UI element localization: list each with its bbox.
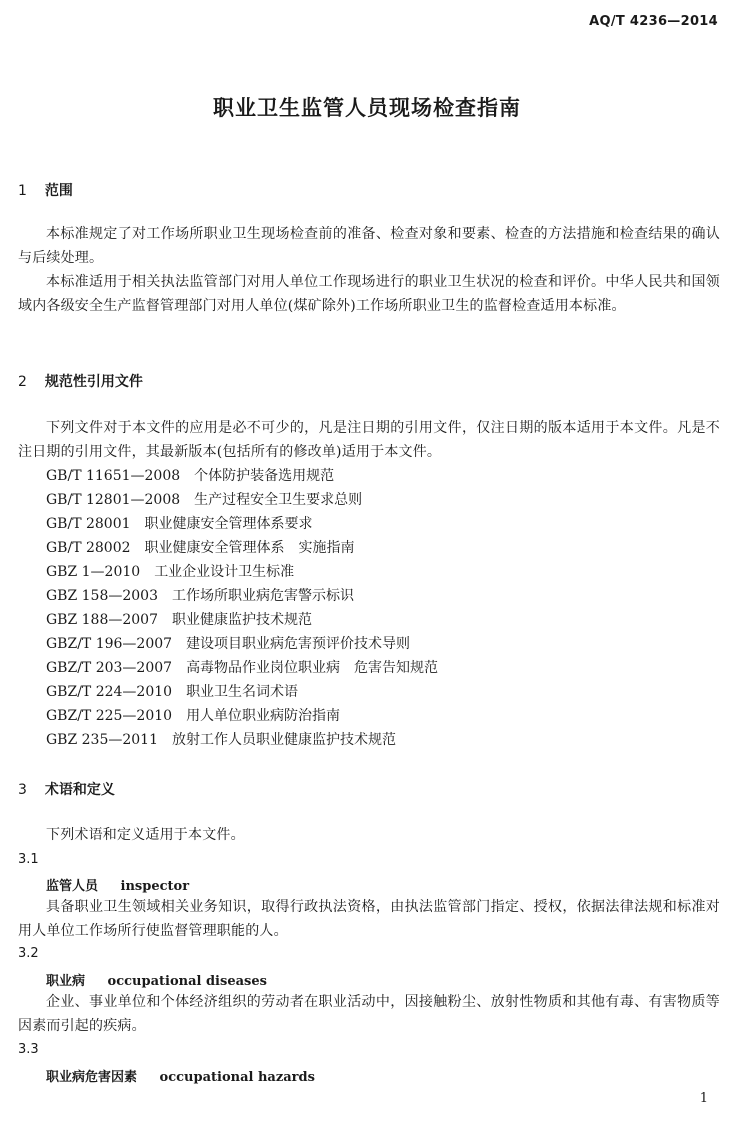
section-title: 术语和定义 [44,782,115,798]
section-number: 2 [18,374,27,390]
reference-item [46,728,438,752]
reference-code: GBZ 158—2003 [46,588,158,604]
scope-paragraph-1: 本标准规定了对工作场所职业卫生现场检查前的准备、检查对象和要素、检查的方法措施和检查结果的确认与后续处理。 [18,226,720,266]
reference-item [46,536,438,560]
section-title: 规范性引用文件 [44,374,143,390]
term-definition: 具备职业卫生领域相关业务知识，取得行政执法资格，由执法监管部门指定、授权，依据法律法规和标准对用人单位工作场所行使监督管理职能的人。 [18,899,720,939]
reference-title: 职业卫生名词术语 [186,684,299,700]
reference-title: 工作场所职业病危害警示标识 [172,588,354,604]
term-number: 3.1 [18,852,39,867]
reference-title: 职业健康监护技术规范 [172,612,312,628]
reference-title: 放射工作人员职业健康监护技术规范 [172,732,396,748]
term-number: 3.3 [18,1042,39,1057]
reference-title: 用人单位职业病防治指南 [186,708,341,724]
reference-item [46,608,438,632]
term-en: occupational diseases [107,974,267,989]
term-heading [46,875,189,894]
reference-code: GBZ 188—2007 [46,612,158,628]
terms-intro: 下列术语和定义适用于本文件。 [46,827,245,843]
reference-title: 职业健康安全管理体系 实施指南 [144,540,355,556]
reference-item [46,680,438,704]
reference-item [46,464,438,488]
reference-code: GBZ/T 225—2010 [46,708,173,724]
reference-title: 个体防护装备选用规范 [194,468,335,484]
section-number: 1 [18,183,27,199]
standard-code: AQ/T 4236—2014 [589,14,718,29]
reference-code: GB/T 11651—2008 [46,468,181,484]
term-zh: 职业病危害因素 [46,1070,138,1085]
section-2-heading [18,371,143,391]
reference-title: 建设项目职业病危害预评价技术导则 [186,636,411,652]
reference-item [46,656,438,680]
section-1-heading [18,180,73,200]
reference-code: GB/T 28002 [46,540,131,556]
scope-paragraph-2: 本标准适用于相关执法监管部门对用人单位工作现场进行的职业卫生状况的检查和评价。中华人民共和国领域内各级安全生产监督管理部门对用人单位(煤矿除外)工作场所职业卫生的监督检查适用本标准。 [18,274,720,314]
reference-item [46,512,438,536]
reference-title: 工业企业设计卫生标准 [154,564,295,580]
section-title: 范围 [44,183,73,199]
term-zh: 监管人员 [46,879,99,894]
reference-item [46,584,438,608]
reference-title: 职业健康安全管理体系要求 [144,516,313,532]
reference-code: GB/T 28001 [46,516,131,532]
term-en: inspector [120,879,190,894]
reference-title: 生产过程安全卫生要求总则 [194,492,363,508]
section-3-heading [18,779,115,799]
reference-list [46,464,438,752]
term-heading [46,1066,315,1085]
reference-item [46,704,438,728]
reference-code: GBZ/T 196—2007 [46,636,173,652]
reference-item [46,632,438,656]
reference-code: GBZ/T 203—2007 [46,660,173,676]
term-en: occupational hazards [159,1070,315,1085]
reference-code: GBZ/T 224—2010 [46,684,173,700]
section-number: 3 [18,782,27,798]
term-number: 3.2 [18,946,39,961]
reference-code: GBZ 1—2010 [46,564,141,580]
document-title: 职业卫生监管人员现场检查指南 [213,96,521,120]
term-definition: 企业、事业单位和个体经济组织的劳动者在职业活动中，因接触粉尘、放射性物质和其他有毒、有害物质等因素而引起的疾病。 [18,994,720,1034]
reference-item [46,488,438,512]
reference-code: GB/T 12801—2008 [46,492,181,508]
term-zh: 职业病 [46,974,86,989]
page-number: 1 [699,1091,708,1106]
reference-code: GBZ 235—2011 [46,732,158,748]
references-intro: 下列文件对于本文件的应用是必不可少的，凡是注日期的引用文件，仅注日期的版本适用于本文件。凡是不注日期的引用文件，其最新版本(包括所有的修改单)适用于本文件。 [18,420,720,460]
reference-item [46,560,438,584]
reference-title: 高毒物品作业岗位职业病 危害告知规范 [186,660,439,676]
term-heading [46,970,267,989]
